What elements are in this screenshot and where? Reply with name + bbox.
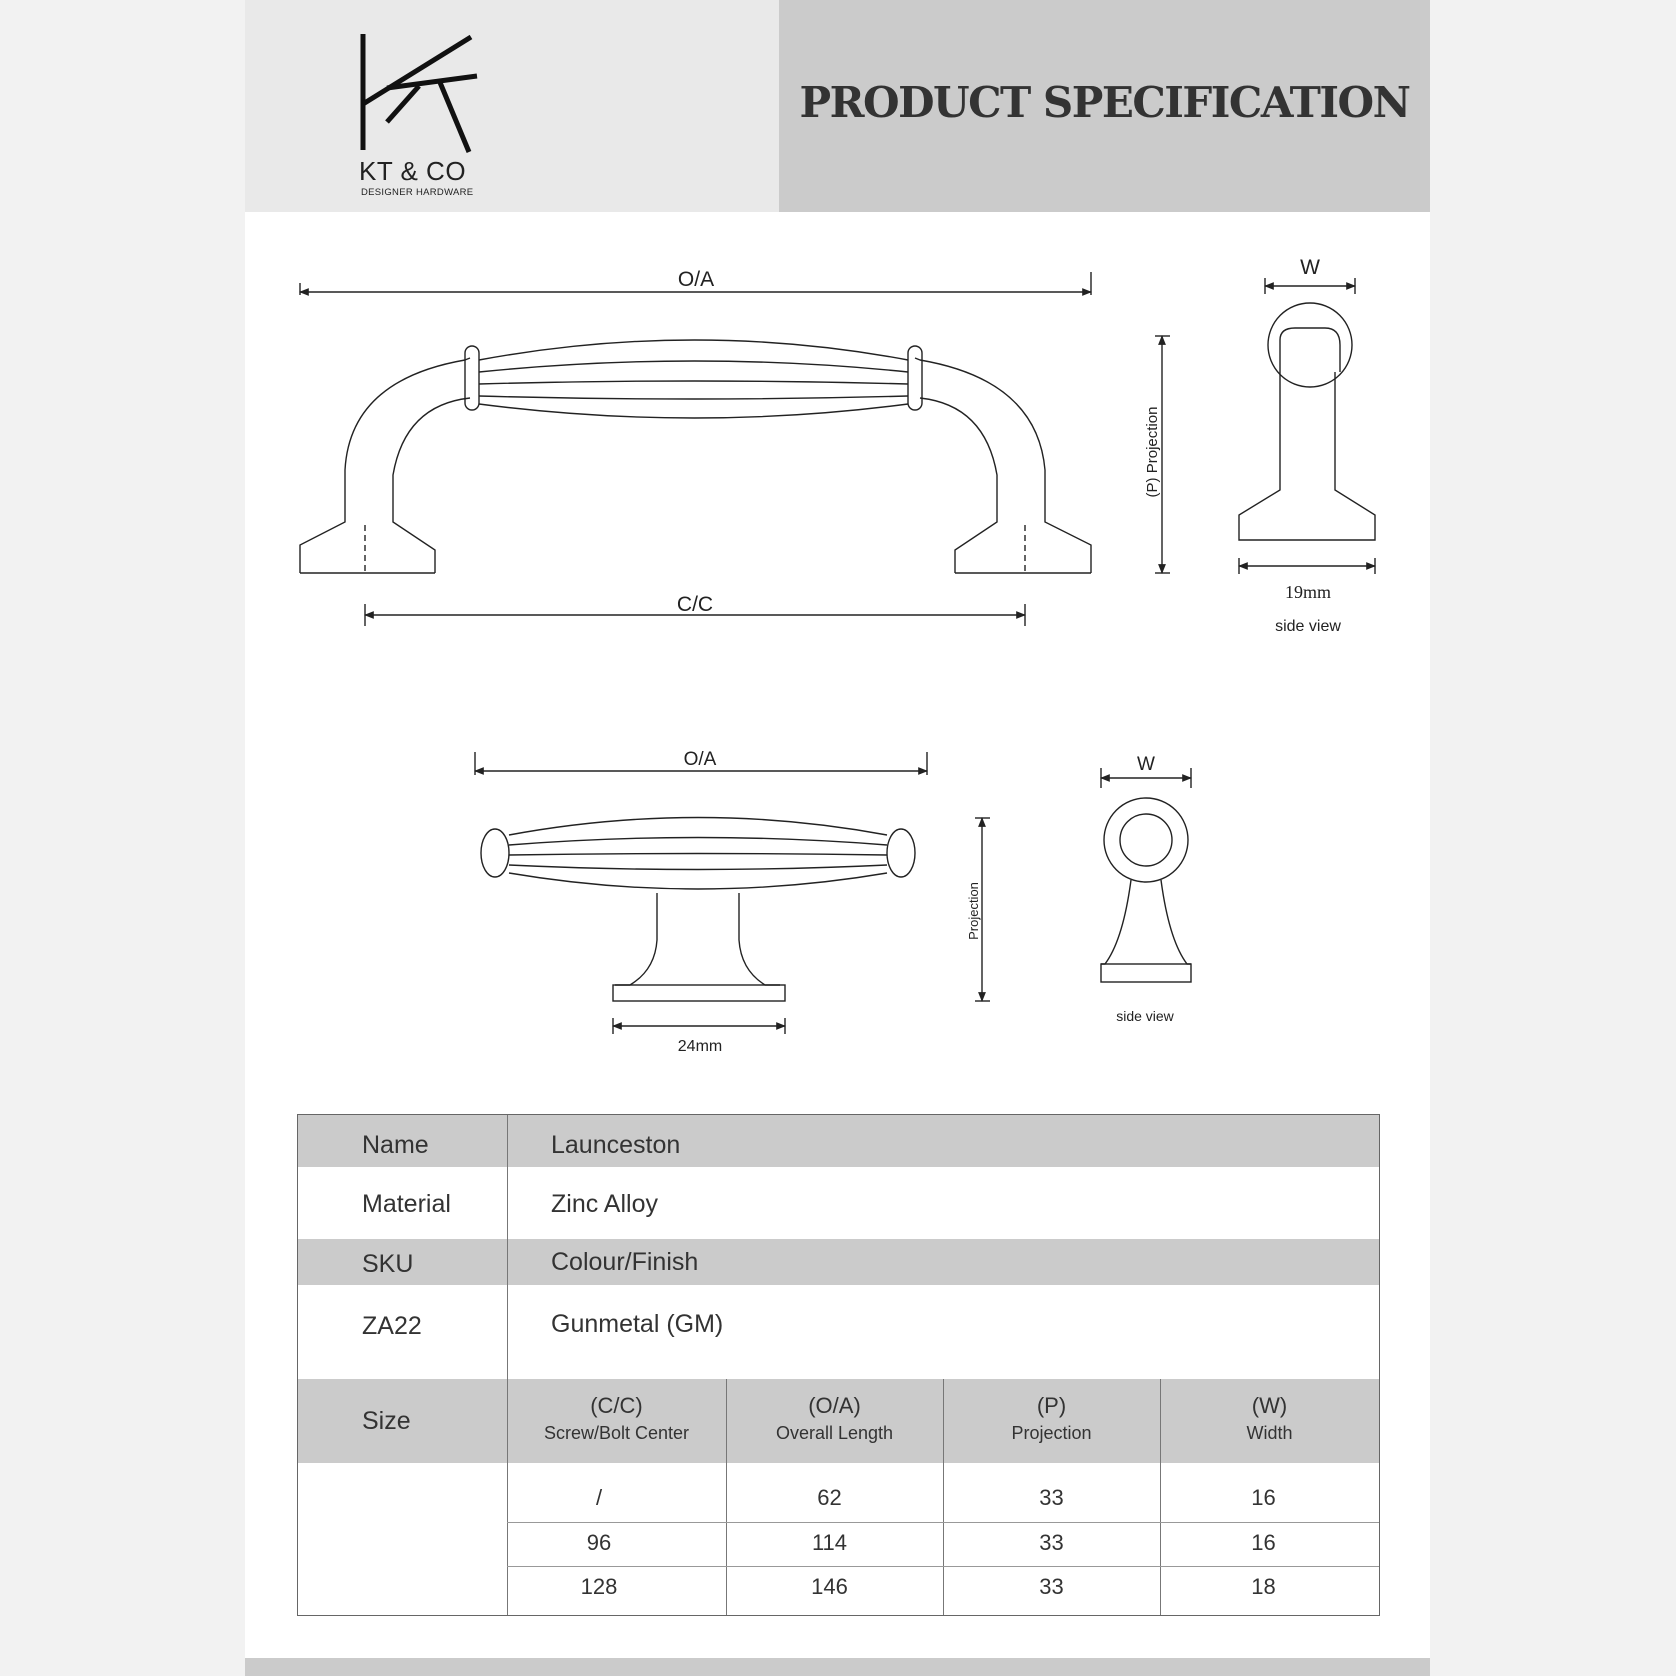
column-name: Overall Length xyxy=(775,1423,894,1443)
column-name: Width xyxy=(1246,1423,1293,1443)
knob-front-view xyxy=(475,752,990,1034)
brand-tagline: DESIGNER HARDWARE xyxy=(361,187,474,198)
sku-label: SKU xyxy=(362,1250,414,1278)
base-dimension-label: 19mm xyxy=(1284,582,1332,602)
row-divider xyxy=(507,1522,1379,1523)
table-cell: 62 xyxy=(817,1485,842,1510)
table-cell: 18 xyxy=(1251,1574,1276,1599)
page-title: PRODUCT SPECIFICATION xyxy=(799,78,1410,127)
table-cell: 128 xyxy=(580,1574,618,1599)
side-view-label: side view xyxy=(1275,618,1341,635)
handle-front-view xyxy=(300,272,1170,626)
table-cell: 33 xyxy=(1039,1485,1064,1510)
column-code: (P) xyxy=(1036,1393,1067,1418)
overall-length-label: O/A xyxy=(677,268,715,291)
knob-base-dimension-label: 24mm xyxy=(677,1038,723,1055)
column-header-oa xyxy=(726,1393,943,1444)
knob-projection-label: Projection xyxy=(966,882,981,940)
column-code: (C/C) xyxy=(590,1393,643,1418)
finish-value: Gunmetal (GM) xyxy=(551,1310,724,1338)
name-value: Launceston xyxy=(551,1131,681,1159)
size-label: Size xyxy=(362,1407,411,1435)
handle-side-view xyxy=(1239,278,1375,574)
knob-width-label: W xyxy=(1137,754,1155,775)
knob-side-view xyxy=(1101,768,1191,982)
footer-band xyxy=(245,1658,1430,1676)
material-row xyxy=(298,1167,1379,1239)
column-header-w xyxy=(1160,1393,1379,1444)
sku-value: ZA22 xyxy=(362,1312,422,1340)
sku-value-row xyxy=(298,1285,1379,1379)
column-name: Projection xyxy=(1011,1423,1092,1443)
spec-table xyxy=(297,1114,1380,1616)
brand-name: KT & CO xyxy=(359,156,467,186)
table-cell: 16 xyxy=(1251,1530,1276,1555)
table-cell: 114 xyxy=(811,1530,848,1555)
knob-side-view-label: side view xyxy=(1116,1008,1174,1024)
name-label: Name xyxy=(362,1131,429,1159)
technical-drawing xyxy=(245,0,1430,1100)
table-cell: 146 xyxy=(811,1574,848,1599)
table-cell: 33 xyxy=(1039,1530,1064,1555)
name-row xyxy=(298,1115,1379,1167)
knob-overall-length-label: O/A xyxy=(683,749,717,770)
material-label: Material xyxy=(362,1190,451,1218)
sku-row xyxy=(298,1239,1379,1285)
material-value: Zinc Alloy xyxy=(551,1190,658,1218)
column-header-p xyxy=(943,1393,1160,1444)
centre-to-centre-label: C/C xyxy=(676,593,714,616)
finish-label: Colour/Finish xyxy=(551,1248,699,1276)
table-cell: 16 xyxy=(1251,1485,1276,1510)
column-header-cc xyxy=(507,1393,726,1444)
table-cell: / xyxy=(595,1485,603,1510)
row-divider xyxy=(507,1566,1379,1567)
spec-sheet xyxy=(245,0,1430,1676)
table-cell: 96 xyxy=(586,1530,612,1555)
column-name: Screw/Bolt Center xyxy=(543,1423,690,1443)
width-label: W xyxy=(1300,256,1320,279)
column-code: (O/A) xyxy=(808,1393,861,1418)
projection-label: (P) Projection xyxy=(1144,406,1161,498)
column-code: (W) xyxy=(1251,1393,1288,1418)
table-cell: 33 xyxy=(1039,1574,1064,1599)
